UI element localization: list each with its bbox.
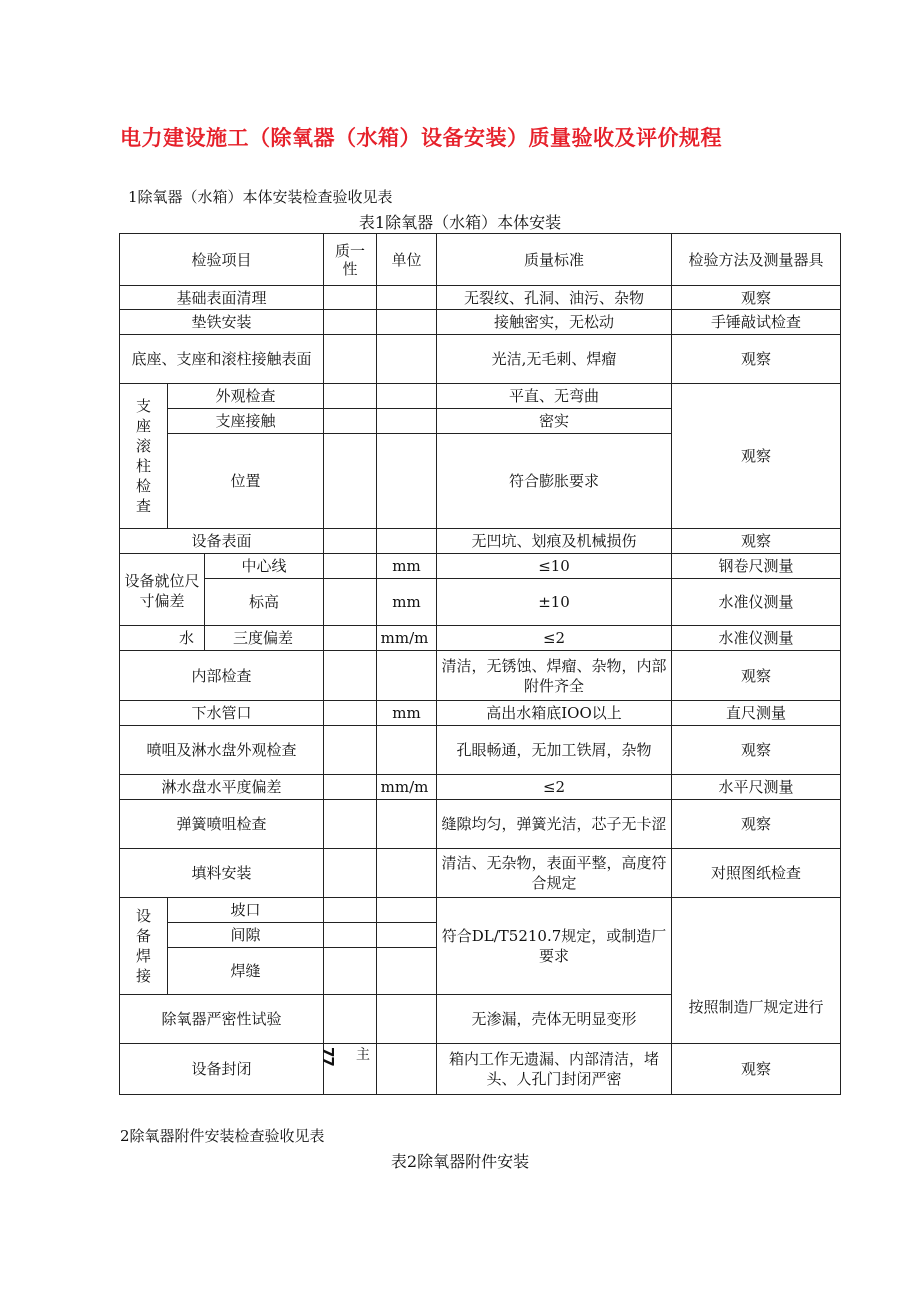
inspection-table <box>119 233 841 1095</box>
group-label-water: 水 <box>120 626 205 651</box>
row-nature <box>324 335 377 384</box>
row-unit <box>377 384 437 409</box>
row-item: 底座、支座和滚柱接触表面 <box>120 335 324 384</box>
row-nature <box>324 554 377 579</box>
row-unit <box>377 286 437 310</box>
row-nature <box>324 726 377 775</box>
row-standard: 符合DL/T5210.7规定，或制造厂要求 <box>437 898 672 995</box>
row-nature <box>324 849 377 898</box>
row-item: 填料安装 <box>120 849 324 898</box>
table-row <box>120 849 841 898</box>
row-item: 基础表面清理 <box>120 286 324 310</box>
row-method: 观察 <box>672 335 841 384</box>
row-nature <box>324 898 377 923</box>
row-method: 直尺测量 <box>672 701 841 726</box>
row-unit <box>377 409 437 434</box>
row-nature <box>324 409 377 434</box>
row-unit <box>377 898 437 923</box>
table-row <box>120 554 841 579</box>
row-nature <box>324 701 377 726</box>
row-standard: 无裂纹、孔洞、油污、杂物 <box>437 286 672 310</box>
row-subitem: 中心线 <box>205 554 324 579</box>
row-nature <box>324 948 377 995</box>
row-nature <box>324 310 377 335</box>
table-row <box>120 384 841 409</box>
row-nature <box>324 775 377 800</box>
table-row <box>120 898 841 923</box>
header-method: 检验方法及测量器具 <box>672 234 841 286</box>
row-nature <box>324 651 377 701</box>
row-method: 观察 <box>672 529 841 554</box>
row-standard: 光洁,无毛刺、焊瘤 <box>437 335 672 384</box>
group-label-welding: 设备焊接 <box>120 898 168 995</box>
row-subitem: 间隙 <box>168 923 324 948</box>
row-unit: mm <box>377 579 437 626</box>
section-1-heading: 1除氧器（水箱）本体安装检查验收见表 <box>128 188 393 206</box>
row-standard: 高出水箱底IOO以上 <box>437 701 672 726</box>
row-subitem: 支座接触 <box>168 409 324 434</box>
row-unit <box>377 948 437 995</box>
row-method <box>672 898 841 1044</box>
row-item: 设备封闭 <box>120 1044 324 1095</box>
table-row <box>120 626 841 651</box>
table-header-row <box>120 234 841 286</box>
group-label-support-roller: 支座滚柱检查 <box>120 384 168 529</box>
row-standard: ≤10 <box>437 554 672 579</box>
row-item: 下水管口 <box>120 701 324 726</box>
row-method: 观察 <box>672 384 841 529</box>
row-standard: 密实 <box>437 409 672 434</box>
table-row <box>120 726 841 775</box>
row-standard: 接触密实，无松动 <box>437 310 672 335</box>
row-standard: 清洁，无锈蚀、焊瘤、杂物，内部附件齐全 <box>437 651 672 701</box>
table-row <box>120 1044 841 1095</box>
row-item: 除氧器严密性试验 <box>120 995 324 1044</box>
row-unit <box>377 335 437 384</box>
row-nature <box>324 529 377 554</box>
row-unit: mm/m <box>377 775 437 800</box>
row-method: 水平尺测量 <box>672 775 841 800</box>
row-method: 水准仪测量 <box>672 626 841 651</box>
row-nature <box>324 434 377 529</box>
header-unit: 单位 <box>377 234 437 286</box>
row-nature <box>324 579 377 626</box>
table-row <box>120 701 841 726</box>
table-1-caption: 表1除氧器（水箱）本体安装 <box>358 213 562 232</box>
row-standard: 平直、无弯曲 <box>437 384 672 409</box>
row-unit: mm <box>377 701 437 726</box>
row-subitem: 外观检查 <box>168 384 324 409</box>
row-method: 观察 <box>672 1044 841 1095</box>
table-row <box>120 800 841 849</box>
row-unit <box>377 800 437 849</box>
row-method: 水准仪测量 <box>672 579 841 626</box>
table-row <box>120 310 841 335</box>
row-method: 观察 <box>672 286 841 310</box>
row-item: 垫铁安装 <box>120 310 324 335</box>
document-title: 电力建设施工（除氧器（水箱）设备安装）质量验收及评价规程 <box>120 126 722 150</box>
row-subitem: 三度偏差 <box>205 626 324 651</box>
row-standard: 无渗漏，壳体无明显变形 <box>437 995 672 1044</box>
row-method-text: 按照制造厂规定进行 <box>688 998 824 1016</box>
row-method: 观察 <box>672 651 841 701</box>
row-standard: ±10 <box>437 579 672 626</box>
row-unit: mm <box>377 554 437 579</box>
row-unit <box>377 923 437 948</box>
row-nature <box>324 626 377 651</box>
table-row <box>120 286 841 310</box>
stamp-mark: 77 <box>319 1047 338 1066</box>
row-nature <box>324 384 377 409</box>
header-item: 检验项目 <box>120 234 324 286</box>
table-row <box>120 579 841 626</box>
row-method: 观察 <box>672 800 841 849</box>
row-standard: ≤2 <box>437 775 672 800</box>
table-row <box>120 651 841 701</box>
row-unit <box>377 310 437 335</box>
group-label-position-deviation: 设备就位尺寸偏差 <box>120 554 205 626</box>
row-method: 对照图纸检查 <box>672 849 841 898</box>
row-method: 手锤敲试检查 <box>672 310 841 335</box>
header-standard: 质量标准 <box>437 234 672 286</box>
row-subitem: 位置 <box>168 434 324 529</box>
row-item: 喷咀及淋水盘外观检查 <box>120 726 324 775</box>
row-nature <box>319 1044 377 1095</box>
row-unit <box>377 434 437 529</box>
row-item: 设备表面 <box>120 529 324 554</box>
row-nature <box>324 800 377 849</box>
row-subitem: 坡口 <box>168 898 324 923</box>
table-row <box>120 529 841 554</box>
row-standard: 无凹坑、划痕及机械损伤 <box>437 529 672 554</box>
row-standard: 缝隙均匀，弹簧光洁，芯子无卡涩 <box>437 800 672 849</box>
row-unit <box>377 995 437 1044</box>
row-method: 观察 <box>672 726 841 775</box>
row-standard: ≤2 <box>437 626 672 651</box>
row-unit <box>377 1044 437 1095</box>
row-standard: 孔眼畅通，无加工铁屑，杂物 <box>437 726 672 775</box>
row-subitem: 标高 <box>205 579 324 626</box>
row-unit <box>377 849 437 898</box>
row-unit <box>377 651 437 701</box>
row-nature <box>324 923 377 948</box>
section-2-heading: 2除氧器附件安装检查验收见表 <box>120 1127 325 1145</box>
table-row <box>120 335 841 384</box>
row-item: 内部检查 <box>120 651 324 701</box>
row-method: 钢卷尺测量 <box>672 554 841 579</box>
row-item: 淋水盘水平度偏差 <box>120 775 324 800</box>
row-standard: 箱内工作无遗漏、内部清洁，堵头、人孔门封闭严密 <box>437 1044 672 1095</box>
table-2-caption: 表2除氧器附件安装 <box>390 1152 530 1171</box>
row-nature <box>324 995 377 1044</box>
row-unit: mm/m <box>377 626 437 651</box>
row-standard: 符合膨胀要求 <box>437 434 672 529</box>
row-item: 弹簧喷咀检查 <box>120 800 324 849</box>
row-unit <box>377 529 437 554</box>
nature-main-mark: 主 <box>356 1047 371 1063</box>
row-unit <box>377 726 437 775</box>
row-standard: 清洁、无杂物，表面平整，高度符合规定 <box>437 849 672 898</box>
table-row <box>120 775 841 800</box>
header-nature: 质一性 <box>324 234 377 286</box>
row-nature <box>324 286 377 310</box>
row-subitem: 焊缝 <box>168 948 324 995</box>
